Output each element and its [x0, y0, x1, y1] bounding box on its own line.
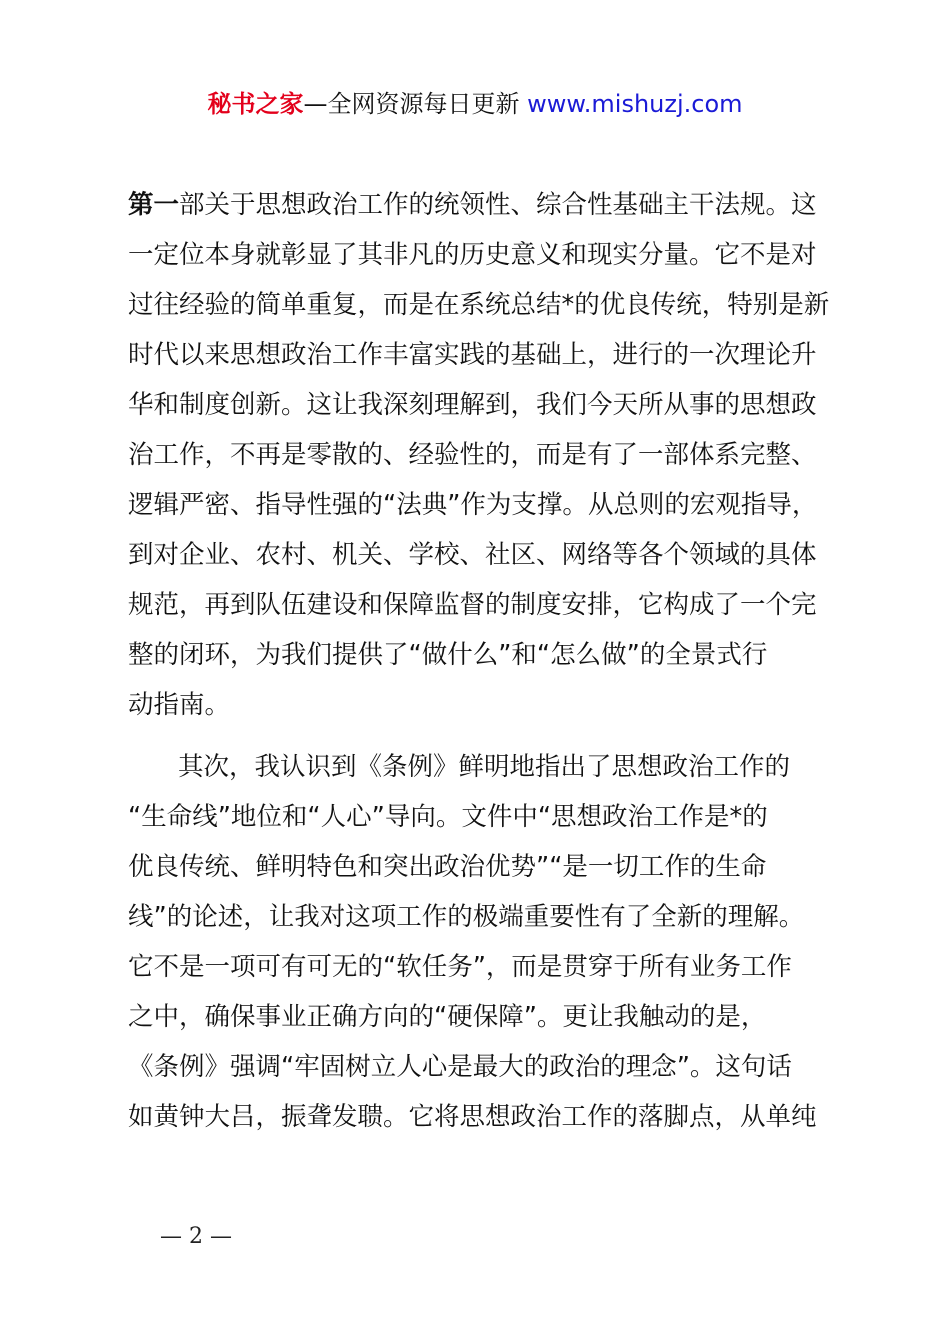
- text-line: 治工作，不再是零散的、经验性的，而是有了一部体系完整、: [128, 440, 817, 470]
- paragraph-2: [128, 742, 848, 1142]
- text-line: 动指南。: [128, 690, 231, 720]
- page-number: — 2 —: [160, 1224, 232, 1249]
- text-line: 时代以来思想政治工作丰富实践的基础上，进行的一次理论升: [128, 340, 817, 370]
- text-line: 它不是一项可有可无的“软任务”，而是贯穿于所有业务工作: [128, 952, 792, 982]
- site-header: [0, 86, 950, 122]
- paragraph-lead: 第一: [128, 190, 180, 220]
- site-url-link[interactable]: www.mishuzj.com: [527, 90, 743, 118]
- text-line: 一定位本身就彰显了其非凡的历史意义和现实分量。它不是对: [128, 240, 817, 270]
- text-line: 优良传统、鲜明特色和突出政治优势”“是一切工作的生命: [128, 852, 767, 882]
- text-line: 如黄钟大吕，振聋发聩。它将思想政治工作的落脚点，从单纯: [128, 1102, 817, 1132]
- text-line: 华和制度创新。这让我深刻理解到，我们今天所从事的思想政: [128, 390, 817, 420]
- brand-name: 秘书之家: [207, 90, 304, 118]
- text-line: 规范，再到队伍建设和保障监督的制度安排，它构成了一个完: [128, 590, 817, 620]
- text-line: 整的闭环，为我们提供了“做什么”和“怎么做”的全景式行: [128, 640, 768, 670]
- paragraph-1: [128, 180, 848, 730]
- text-line: 到对企业、农村、机关、学校、社区、网络等各个领域的具体: [128, 540, 817, 570]
- text-line: 逻辑严密、指导性强的“法典”作为支撑。从总则的宏观指导，: [128, 490, 818, 520]
- text-line: 过往经验的简单重复，而是在系统总结*的优良传统，特别是新: [128, 290, 830, 320]
- text-line: 线”的论述，让我对这项工作的极端重要性有了全新的理解。: [128, 902, 805, 932]
- text-line: 其次，我认识到《条例》鲜明地指出了思想政治工作的: [178, 752, 791, 782]
- header-tagline: —全网资源每日更新: [303, 90, 528, 118]
- text-line: 第一部关于思想政治工作的统领性、综合性基础主干法规。这: [128, 190, 817, 220]
- text-line: 《条例》强调“牢固树立人心是最大的政治的理念”。这句话: [128, 1052, 792, 1082]
- document-body: [128, 180, 848, 1142]
- text-line: “生命线”地位和“人心”导向。文件中“思想政治工作是*的: [128, 802, 768, 832]
- text-line: 之中，确保事业正确方向的“硬保障”。更让我触动的是，: [128, 1002, 767, 1032]
